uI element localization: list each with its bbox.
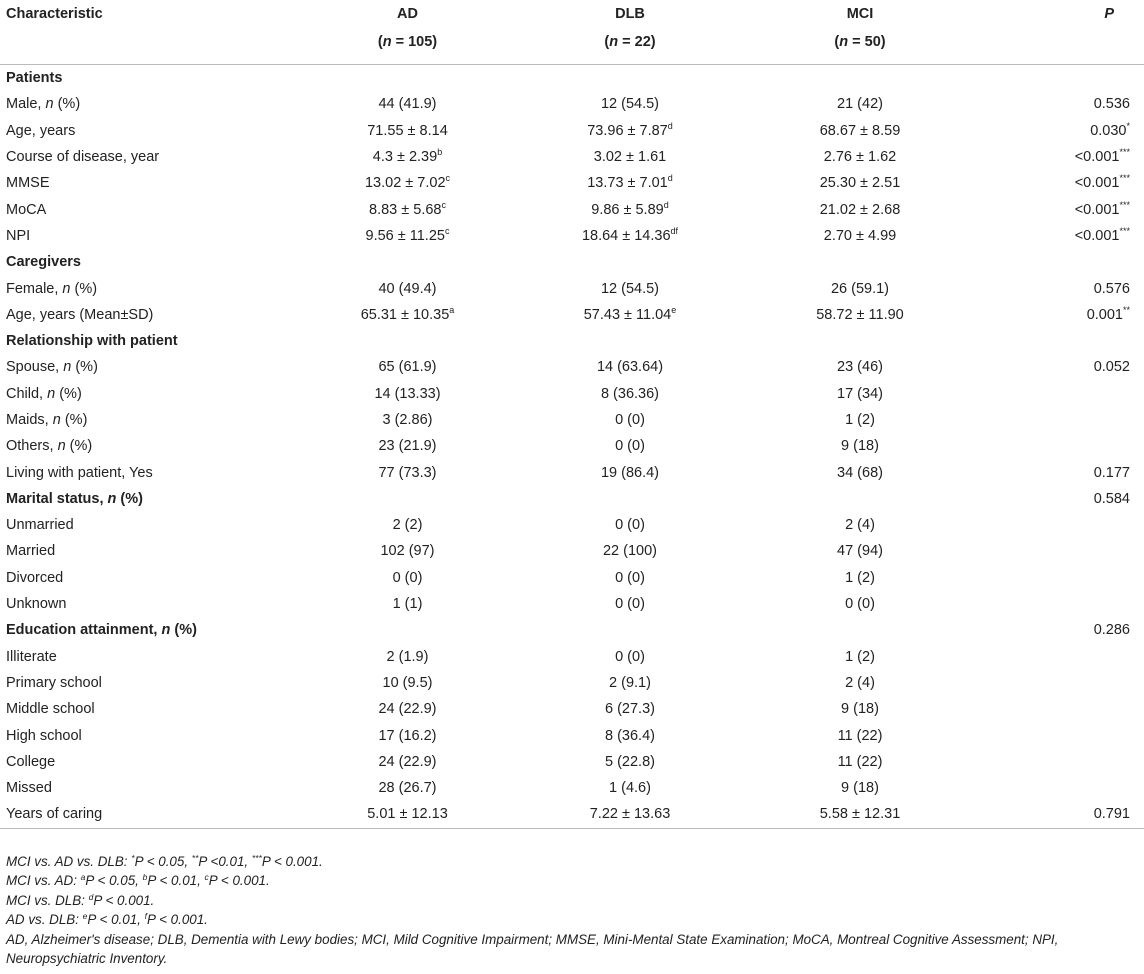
- table-header: [0, 0, 1144, 65]
- cell-p: [975, 328, 1144, 354]
- cell-ad: [300, 249, 515, 275]
- cell-dlb: [515, 65, 745, 92]
- table-row: [0, 381, 1144, 407]
- cell-p: [975, 65, 1144, 92]
- section-row: [0, 249, 1144, 275]
- cell-dlb: 0 (0): [615, 438, 645, 455]
- header-ad: AD: [397, 6, 418, 22]
- cell-p: [975, 538, 1144, 564]
- row-label: Middle school: [6, 701, 95, 718]
- cell-dlb: 12 (54.5): [600, 96, 660, 113]
- footnote-line: AD, Alzheimer's disease; DLB, Dementia with Lewy bodies; MCI, Mild Cognitive Impairment; MMSE, Mini-Mental State Examination; MoCA, Montreal Cognitive Assessment; NPI,: [6, 931, 1059, 947]
- footnote-line: Neuropsychiatric Inventory.: [6, 951, 168, 967]
- cell-dlb: 8 (36.36): [600, 385, 660, 402]
- row-label: NPI: [6, 227, 31, 244]
- cell-dlb: 0 (0): [615, 412, 645, 428]
- cell-dlb: 14 (63.64): [596, 359, 664, 376]
- table-row: [0, 696, 1144, 722]
- cell-mci: 2 (4): [845, 674, 875, 691]
- cell-p: [975, 249, 1144, 275]
- cell-dlb: [515, 617, 745, 643]
- cell-ad: [300, 617, 515, 643]
- cell-dlb: [515, 249, 745, 275]
- table-row: [0, 722, 1144, 748]
- cell-mci: 11 (22): [837, 753, 883, 770]
- cell-dlb: 0 (0): [615, 596, 645, 613]
- cell-mci: 68.67 ± 8.59: [819, 122, 901, 139]
- cell-ad: 13.02 ± 7.02$^c$: [364, 173, 451, 192]
- table-row: [0, 749, 1144, 775]
- cell-p: [975, 591, 1144, 617]
- cell-p: 0.576: [1093, 280, 1130, 297]
- cell-dlb: 1 (4.6): [609, 780, 651, 797]
- cell-p: <0.001***: [1074, 147, 1130, 166]
- cell-dlb: 57.43 ± 11.04$^e$: [583, 304, 677, 323]
- table-row: [0, 433, 1144, 459]
- row-label: Male, n (%): [6, 96, 81, 113]
- row-label: Age, years: [6, 122, 76, 139]
- row-label: Female, n (%): [6, 280, 98, 297]
- cell-ad: 3 (2.86): [382, 412, 433, 428]
- cell-mci: [745, 617, 975, 643]
- row-label: Marital status, n (%): [6, 490, 143, 507]
- row-label: Course of disease, year: [6, 149, 160, 166]
- cell-p: [975, 722, 1144, 748]
- table-row: [0, 801, 1144, 828]
- cell-ad: 24 (22.9): [378, 701, 437, 718]
- header-ad-n: (n = 105): [300, 34, 515, 65]
- row-label: Patients: [6, 70, 63, 87]
- cell-mci: 2.76 ± 1.62: [823, 149, 897, 166]
- cell-p: [975, 381, 1144, 407]
- section-row: [0, 65, 1144, 92]
- cell-mci: 58.72 ± 11.90: [816, 306, 904, 323]
- cell-mci: 5.58 ± 12.31: [745, 801, 975, 828]
- header-p: [975, 0, 1144, 34]
- cell-dlb: 12 (54.5): [600, 280, 660, 297]
- row-label: High school: [6, 727, 82, 744]
- cell-p: [975, 670, 1144, 696]
- table-row: [0, 144, 1144, 170]
- cell-p: 0.001**: [1086, 304, 1130, 323]
- cell-ad: 9.56 ± 11.25$^c$: [365, 225, 450, 244]
- row-label: Education attainment, n (%): [6, 622, 197, 639]
- table-row: [0, 118, 1144, 144]
- table-row: [0, 591, 1144, 617]
- cell-p: <0.001***: [1074, 173, 1130, 192]
- cell-dlb: [515, 486, 745, 512]
- cell-mci: [745, 65, 975, 92]
- cell-p: [975, 644, 1144, 670]
- cell-dlb: 13.73 ± 7.01$^d$: [587, 173, 673, 192]
- cell-mci: 25.30 ± 2.51: [819, 175, 901, 192]
- cell-ad: 44 (41.9): [378, 96, 437, 113]
- row-label: Spouse, n (%): [6, 359, 98, 376]
- row-label: Others, n (%): [6, 438, 93, 455]
- header-dlb-n: (n = 22): [515, 34, 745, 65]
- header-mci-n: (n = 50): [745, 34, 975, 65]
- cell-ad: 0 (0): [392, 569, 423, 586]
- cell-mci: 23 (46): [837, 359, 883, 376]
- header-characteristic: Characteristic: [6, 6, 103, 22]
- cell-mci: 1 (2): [845, 412, 875, 428]
- table-row: [0, 223, 1144, 249]
- row-label: Unknown: [6, 596, 67, 613]
- cell-ad: 23 (21.9): [378, 438, 437, 455]
- row-label: Married: [6, 543, 56, 560]
- cell-ad: 17 (16.2): [378, 727, 437, 744]
- table-row: [0, 775, 1144, 801]
- cell-p: 0.536: [1093, 96, 1130, 113]
- table-row: [0, 354, 1144, 380]
- cell-dlb: 5 (22.8): [605, 753, 655, 770]
- footnote-line: MCI vs. AD: $^a$P < 0.05, $^b$P < 0.01, $^c$P < 0.001.: [6, 872, 270, 889]
- row-label: Missed: [6, 780, 52, 797]
- cell-mci: 2.70 ± 4.99: [823, 227, 897, 244]
- cell-ad: 10 (9.5): [382, 674, 433, 691]
- section-row: [0, 486, 1144, 512]
- cell-p: 0.584: [1093, 490, 1130, 507]
- cell-p: 0.791: [975, 801, 1144, 828]
- cell-mci: 34 (68): [837, 464, 883, 481]
- header-dlb: DLB: [615, 6, 645, 22]
- cell-dlb: [515, 328, 745, 354]
- cell-ad: 40 (49.4): [378, 280, 437, 297]
- row-label: Child, n (%): [6, 385, 82, 402]
- table-row: [0, 644, 1144, 670]
- row-label: Primary school: [6, 674, 102, 691]
- cell-mci: 11 (22): [837, 727, 883, 744]
- cell-p: <0.001***: [1074, 199, 1130, 218]
- row-label: Years of caring: [0, 801, 300, 828]
- cell-mci: 9 (18): [841, 701, 879, 718]
- table-footnotes: [6, 852, 1136, 968]
- cell-mci: 21 (42): [837, 96, 883, 113]
- cell-p: 0.177: [1093, 464, 1130, 481]
- cell-mci: 9 (18): [841, 780, 879, 797]
- cell-mci: 2 (4): [845, 517, 875, 534]
- cell-mci: [745, 328, 975, 354]
- row-label: Illiterate: [6, 648, 57, 665]
- cell-ad: 28 (26.7): [378, 780, 437, 797]
- table-row: [0, 538, 1144, 564]
- cell-mci: [745, 249, 975, 275]
- cell-dlb: 2 (9.1): [609, 674, 651, 691]
- cell-mci: [745, 486, 975, 512]
- cell-ad: [300, 65, 515, 92]
- cell-p: [975, 407, 1144, 433]
- section-row: [0, 617, 1144, 643]
- cell-mci: 17 (34): [837, 385, 883, 402]
- table-row: [0, 196, 1144, 222]
- cell-dlb: 0 (0): [615, 517, 645, 534]
- cell-dlb: 7.22 ± 13.63: [515, 801, 745, 828]
- header-p-text: P: [1104, 6, 1114, 22]
- cell-dlb: 0 (0): [615, 569, 645, 586]
- row-label: MoCA: [6, 201, 47, 218]
- row-label: Caregivers: [6, 254, 81, 271]
- cell-dlb: 3.02 ± 1.61: [593, 149, 667, 166]
- row-label: Age, years (Mean±SD): [6, 306, 154, 323]
- row-label: MMSE: [6, 175, 50, 192]
- row-label: Unmarried: [6, 517, 74, 534]
- cell-ad: 5.01 ± 12.13: [300, 801, 515, 828]
- table-body: [0, 65, 1144, 829]
- footnote-line: AD vs. DLB: $^e$P < 0.01, $^f$P < 0.001.: [6, 911, 208, 928]
- row-label: College: [6, 753, 56, 770]
- row-label: Divorced: [6, 569, 64, 586]
- cell-ad: 4.3 ± 2.39$^b$: [372, 147, 443, 166]
- cell-p: 0.030*: [1090, 120, 1130, 139]
- cell-ad: 71.55 ± 8.14: [367, 122, 448, 139]
- cell-p: 0.286: [1093, 622, 1130, 639]
- table-row: [0, 91, 1144, 117]
- cell-ad: 1 (1): [392, 596, 423, 613]
- cell-p: [975, 749, 1144, 775]
- table-row: [0, 459, 1144, 485]
- table-row: [0, 407, 1144, 433]
- cell-mci: 9 (18): [841, 438, 879, 455]
- cell-dlb: 8 (36.4): [605, 727, 655, 744]
- row-label: Relationship with patient: [6, 333, 178, 350]
- cell-p: [975, 512, 1144, 538]
- table-row: [0, 512, 1144, 538]
- section-row: [0, 328, 1144, 354]
- footnote-line: MCI vs. DLB: $^d$P < 0.001.: [6, 891, 155, 908]
- cell-mci: 0 (0): [845, 596, 875, 613]
- cell-ad: 2 (2): [392, 517, 423, 534]
- cell-dlb: 18.64 ± 14.36$^{df}$: [581, 225, 679, 244]
- cell-p: 0.052: [1093, 359, 1130, 376]
- cell-mci: 1 (2): [845, 648, 875, 665]
- cell-ad: 102 (97): [380, 543, 435, 560]
- cell-mci: 21.02 ± 2.68: [819, 201, 901, 218]
- cell-dlb: 19 (86.4): [600, 464, 660, 481]
- cell-mci: 47 (94): [837, 543, 883, 560]
- cell-p: [975, 775, 1144, 801]
- cell-ad: 2 (1.9): [386, 648, 429, 665]
- cell-p: [975, 696, 1144, 722]
- table-row: [0, 565, 1144, 591]
- cell-dlb: 6 (27.3): [605, 701, 655, 718]
- table-row: [0, 670, 1144, 696]
- row-label: Maids, n (%): [6, 412, 88, 428]
- cell-mci: 26 (59.1): [830, 280, 890, 297]
- header-mci: MCI: [846, 6, 874, 22]
- cell-p: [975, 565, 1144, 591]
- cell-mci: 1 (2): [845, 569, 875, 586]
- cell-ad: 14 (13.33): [374, 385, 441, 402]
- cell-ad: 8.83 ± 5.68$^c$: [369, 199, 446, 218]
- cell-dlb: 22 (100): [602, 543, 657, 560]
- cell-ad: 65.31 ± 10.35$^a$: [360, 304, 455, 323]
- row-label: Living with patient, Yes: [6, 464, 153, 481]
- table-row: [0, 302, 1144, 328]
- footnote-line: MCI vs. AD vs. DLB: *P < 0.05, **P <0.01, ***P < 0.001.: [6, 853, 323, 869]
- cell-ad: 65 (61.9): [378, 359, 437, 376]
- table-row: [0, 170, 1144, 196]
- cell-dlb: 0 (0): [615, 648, 645, 665]
- cell-dlb: 73.96 ± 7.87$^d$: [587, 120, 673, 139]
- cell-dlb: 9.86 ± 5.89$^d$: [591, 199, 669, 218]
- cell-ad: 24 (22.9): [378, 753, 437, 770]
- table-row: [0, 275, 1144, 301]
- cell-ad: [300, 486, 515, 512]
- cell-ad: [300, 328, 515, 354]
- cell-p: [975, 433, 1144, 459]
- cell-ad: 77 (73.3): [378, 464, 437, 481]
- cell-p: <0.001***: [1074, 225, 1130, 244]
